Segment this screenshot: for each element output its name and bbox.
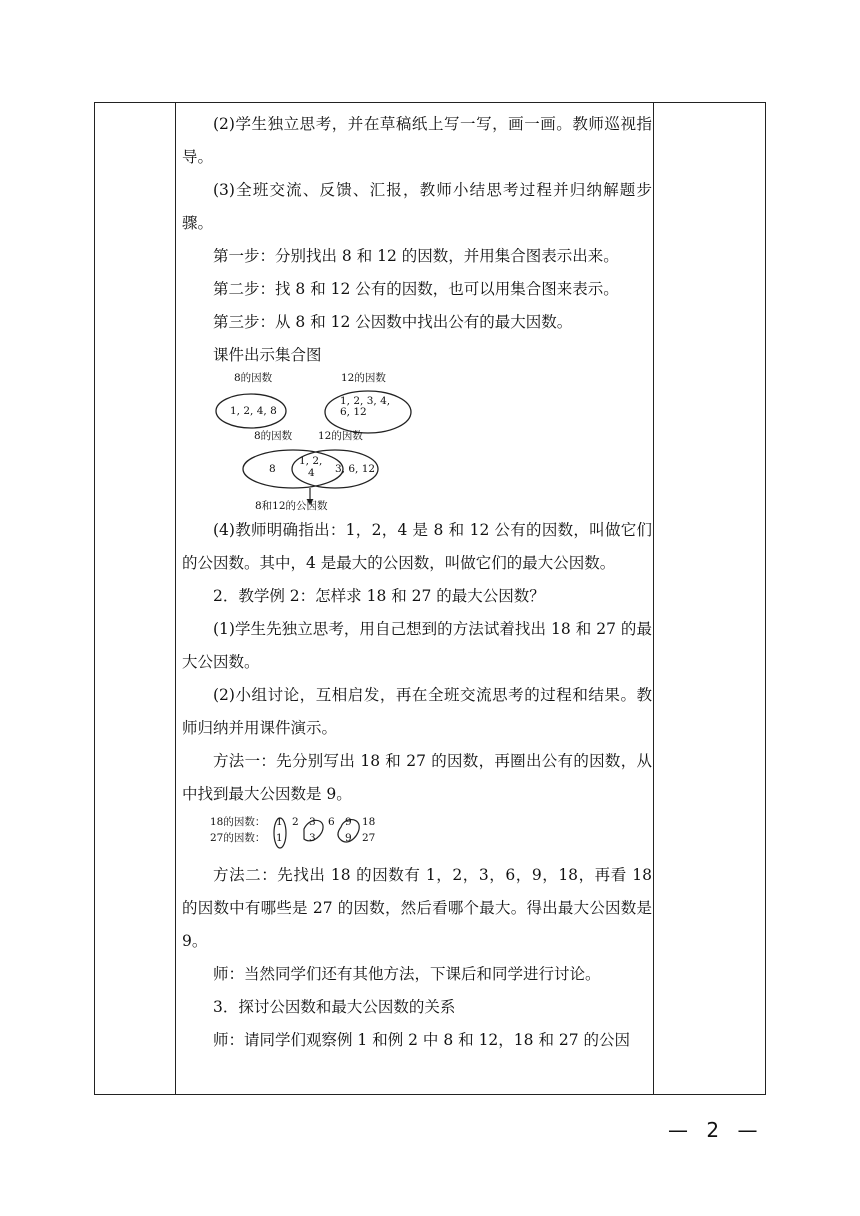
row2-item: 27 (362, 832, 376, 844)
venn-left-ellipse (243, 450, 343, 488)
row1-item: 2 (292, 816, 299, 828)
venn-right-title: 12的因数 (318, 430, 363, 442)
row1-item: 6 (328, 816, 335, 828)
set-diagram-figure (210, 372, 652, 514)
venn-common-line2: 4 (308, 467, 315, 479)
venn-right-only: 3, 6, 12 (335, 463, 376, 475)
paragraph: (3)全班交流、反馈、汇报，教师小结思考过程并归纳解题步骤。 (182, 181, 652, 232)
set-b-items-line2: 6, 12 (340, 406, 367, 418)
paragraph: 3．探讨公因数和最大公因数的关系 (213, 998, 456, 1016)
row1-item: 3 (309, 816, 316, 828)
venn-left-title: 8的因数 (254, 430, 293, 442)
paragraph: 课件出示集合图 (213, 346, 322, 364)
row1-item: 9 (345, 816, 352, 828)
factor-circle-figure (210, 815, 652, 853)
set-diagram (210, 372, 450, 514)
paragraph: 第一步：分别找出 8 和 12 的因数，并用集合图表示出来。 (213, 247, 619, 265)
row1-item: 18 (362, 816, 376, 828)
paragraph: 师：当然同学们还有其他方法，下课后和同学进行讨论。 (213, 965, 601, 983)
common-factors-label: 8和12的公因数 (255, 500, 328, 512)
set-a-title: 8的因数 (234, 372, 273, 384)
row2-item: 9 (345, 832, 352, 844)
column-divider-right (653, 103, 654, 1094)
set-b-title: 12的因数 (341, 372, 386, 384)
paragraph: (4)教师明确指出：1，2，4 是 8 和 12 公有的因数，叫做它们的公因数。其中，4 是最大的公因数，叫做它们的最大公因数。 (182, 521, 652, 572)
row2-item: 3 (309, 832, 316, 844)
paragraph: 第三步：从 8 和 12 公因数中找出公有的最大因数。 (213, 313, 573, 331)
row2-label: 27的因数： (210, 832, 266, 844)
paragraph: 2．教学例 2：怎样求 18 和 27 的最大公因数？ (213, 587, 545, 605)
venn-common-line1: 1, 2, (299, 455, 323, 467)
venn-left-only: 8 (269, 463, 276, 475)
column-divider-left (175, 103, 176, 1094)
paragraph: (2)小组讨论，互相启发，再在全班交流思考的过程和结果。教师归纳并用课件演示。 (182, 686, 652, 737)
paragraph: (1)学生先独立思考，用自己想到的方法试着找出 18 和 27 的最大公因数。 (182, 620, 652, 671)
row1-label: 18的因数： (210, 816, 266, 828)
paragraph: 师：请同学们观察例 1 和例 2 中 8 和 12，18 和 27 的公因 (213, 1031, 631, 1049)
row1-item: 1 (276, 816, 283, 828)
paragraph: 方法二：先找出 18 的因数有 1，2，3，6，9，18，再看 18 的因数中有哪些是 27 的因数，然后看哪个最大。得出最大公因数是 9。 (182, 866, 652, 950)
paragraph: (2)学生独立思考，并在草稿纸上写一写，画一画。教师巡视指导。 (182, 115, 652, 166)
lesson-content (182, 108, 652, 1057)
page-number: — 2 — (668, 1118, 764, 1142)
row2-item: 1 (276, 832, 283, 844)
paragraph: 方法一：先分别写出 18 和 27 的因数，再圈出公有的因数，从中找到最大公因数是 9。 (182, 752, 652, 803)
set-b-items-line1: 1, 2, 3, 4, (340, 395, 391, 407)
set-a-items: 1, 2, 4, 8 (230, 405, 277, 417)
paragraph: 第二步：找 8 和 12 公有的因数，也可以用集合图来表示。 (213, 280, 619, 298)
